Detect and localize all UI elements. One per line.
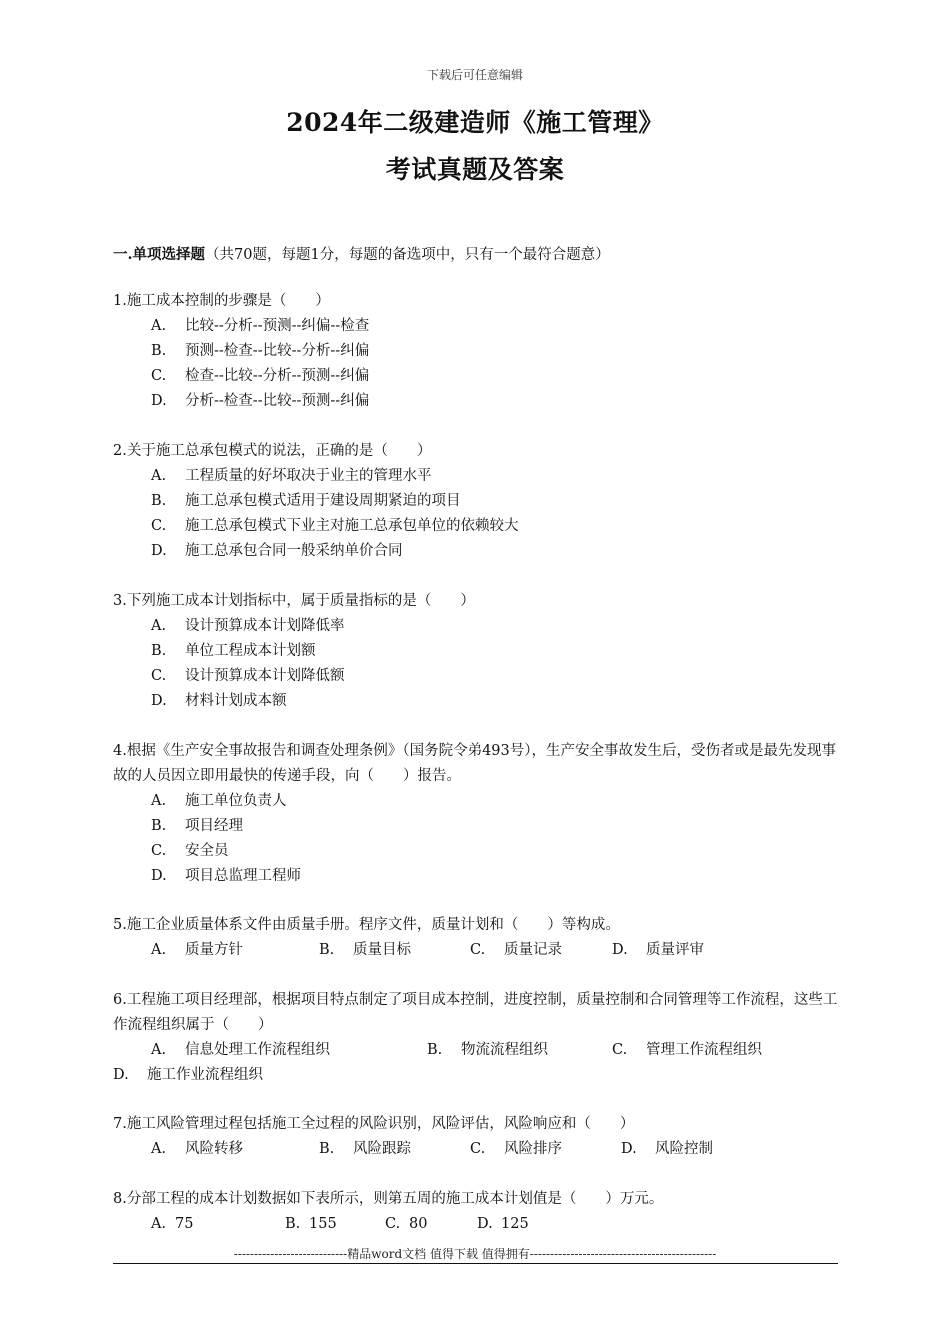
question-stem: 2.关于施工总承包模式的说法，正确的是（ ） — [113, 443, 432, 459]
option-d: D. 项目总监理工程师 — [151, 868, 301, 884]
option-c: C. 安全员 — [151, 843, 229, 859]
footer-banner: ----------------------------精品word文档 值得下载 值得拥有---------------------------------------------- — [233, 1247, 717, 1261]
option-a: A. 风险转移 — [151, 1141, 243, 1157]
option-a: A. 信息处理工作流程组织 — [151, 1042, 330, 1058]
option-b: B. 质量目标 — [319, 942, 411, 958]
document-title: 2024年二级建造师《施工管理》 — [286, 108, 664, 137]
option-d: D. 风险控制 — [621, 1141, 713, 1157]
options-row — [113, 938, 838, 963]
option-b: B. 风险跟踪 — [319, 1141, 411, 1157]
section-note: （共70题，每题1分，每题的备选项中，只有一个最符合题意） — [205, 247, 610, 263]
question-3 — [113, 589, 838, 714]
question-6 — [113, 988, 838, 1088]
option-d: D. 分析--检查--比较--预测--纠偏 — [151, 393, 370, 409]
option-c: C. 质量记录 — [470, 942, 562, 958]
option-d: D. 施工作业流程组织 — [113, 1067, 263, 1083]
option-a: A. 75 — [151, 1216, 194, 1232]
option-c: C. 设计预算成本计划降低额 — [151, 668, 345, 684]
option-d: D. 125 — [477, 1216, 529, 1232]
footer-divider — [113, 1263, 838, 1264]
option-d: D. 质量评审 — [612, 942, 704, 958]
question-2 — [113, 439, 838, 564]
header-note: 下载后可任意编辑 — [426, 68, 523, 82]
option-b: B. 单位工程成本计划额 — [151, 643, 316, 659]
option-b: B. 物流流程组织 — [427, 1042, 548, 1058]
question-stem: 8.分部工程的成本计划数据如下表所示，则第五周的施工成本计划值是（ ）万元。 — [113, 1191, 664, 1207]
option-b: B. 预测--检查--比较--分析--纠偏 — [151, 343, 370, 359]
section-label: 一.单项选择题 — [113, 246, 206, 263]
options-row — [113, 1137, 838, 1162]
question-stem: 1.施工成本控制的步骤是（ ） — [113, 293, 330, 309]
question-7 — [113, 1112, 838, 1162]
options-row — [113, 1212, 838, 1237]
option-c: C. 管理工作流程组织 — [612, 1042, 762, 1058]
section-heading — [113, 243, 610, 264]
option-c: C. 检查--比较--分析--预测--纠偏 — [151, 368, 370, 384]
option-b: B. 项目经理 — [151, 818, 243, 834]
option-a: A. 施工单位负责人 — [151, 793, 287, 809]
option-c: C. 风险排序 — [470, 1141, 562, 1157]
option-c: C. 施工总承包模式下业主对施工总承包单位的依赖较大 — [151, 518, 519, 534]
option-a: A. 工程质量的好坏取决于业主的管理水平 — [151, 468, 432, 484]
option-a: A. 比较--分析--预测--纠偏--检查 — [151, 318, 370, 334]
option-a: A. 质量方针 — [151, 942, 243, 958]
question-1 — [113, 289, 838, 414]
question-stem: 7.施工风险管理过程包括施工全过程的风险识别，风险评估，风险响应和（ ） — [113, 1116, 635, 1132]
question-stem: 4.根据《生产安全事故报告和调查处理条例》（国务院令弟493号），生产安全事故发生后，受伤者或是最先发现事故的人员因立即用最快的传递手段，向（ ）报告。 — [113, 743, 837, 784]
option-d: D. 材料计划成本额 — [151, 693, 287, 709]
option-c: C. 80 — [385, 1216, 428, 1232]
option-b: B. 施工总承包模式适用于建设周期紧迫的项目 — [151, 493, 461, 509]
question-4 — [113, 739, 838, 889]
question-stem: 5.施工企业质量体系文件由质量手册。程序文件，质量计划和（ ）等构成。 — [113, 917, 620, 933]
document-subtitle: 考试真题及答案 — [385, 155, 565, 184]
options-row — [113, 1038, 838, 1063]
option-d: D. 施工总承包合同一般采纳单价合同 — [151, 543, 403, 559]
question-5 — [113, 913, 838, 963]
question-8 — [113, 1187, 838, 1237]
question-stem: 3.下列施工成本计划指标中，属于质量指标的是（ ） — [113, 593, 475, 609]
option-a: A. 设计预算成本计划降低率 — [151, 618, 345, 634]
option-b: B. 155 — [285, 1216, 337, 1232]
question-stem: 6.工程施工项目经理部，根据项目特点制定了项目成本控制，进度控制，质量控制和合同管理等工作流程，这些工作流程组织属于（ ） — [113, 992, 838, 1033]
